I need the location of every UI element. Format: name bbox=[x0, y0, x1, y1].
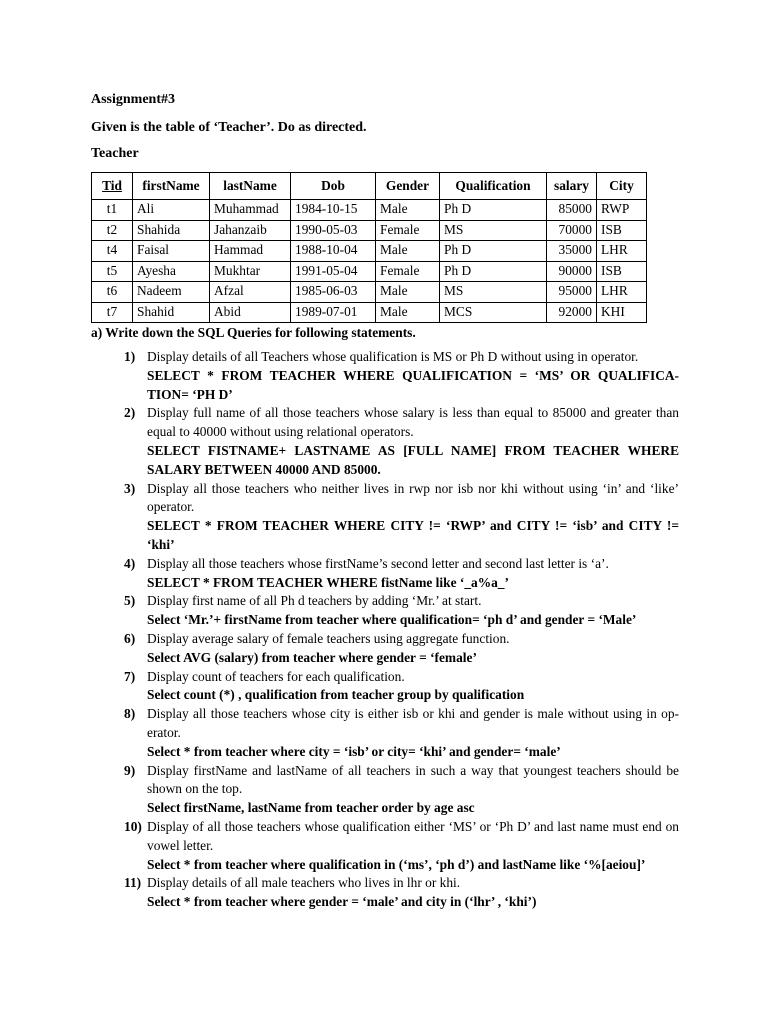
table-cell: Afzal bbox=[210, 282, 291, 303]
table-cell: Shahid bbox=[133, 302, 210, 323]
table-row bbox=[92, 282, 647, 303]
table-cell: Ayesha bbox=[133, 261, 210, 282]
question-item bbox=[124, 630, 679, 668]
table-cell: Ph D bbox=[440, 200, 547, 221]
sql-answer: Select AVG (salary) from teacher where gender = ‘female’ bbox=[147, 649, 477, 665]
table-cell: ISB bbox=[597, 220, 647, 241]
header-lastname: lastName bbox=[210, 173, 291, 200]
question-item bbox=[124, 705, 679, 761]
sql-answer: Select * from teacher where qualification in (‘ms’, ‘ph d’) and lastName like ‘%[aeiou]’ bbox=[147, 856, 646, 872]
question-number: 1) bbox=[124, 349, 136, 364]
table-cell: ISB bbox=[597, 261, 647, 282]
table-row bbox=[92, 241, 647, 262]
table-cell: 70000 bbox=[547, 220, 597, 241]
table-row bbox=[92, 302, 647, 323]
question-number: 7) bbox=[124, 668, 136, 684]
table-cell: t1 bbox=[92, 200, 133, 221]
table-cell: Female bbox=[376, 261, 440, 282]
table-cell: 92000 bbox=[547, 302, 597, 323]
question-number: 4) bbox=[124, 555, 136, 571]
section-heading: a) Write down the SQL Queries for following statements. bbox=[91, 325, 416, 340]
table-row bbox=[92, 261, 647, 282]
question-number: 3) bbox=[124, 480, 136, 496]
table-cell: 1985-06-03 bbox=[291, 282, 376, 303]
question-item bbox=[124, 404, 679, 479]
question-item bbox=[124, 874, 679, 912]
table-cell: MS bbox=[440, 220, 547, 241]
table-cell: 1988-10-04 bbox=[291, 241, 376, 262]
table-cell: Ph D bbox=[440, 261, 547, 282]
assignment-title: Assignment#3 bbox=[91, 92, 176, 107]
table-cell: t7 bbox=[92, 302, 133, 323]
question-item bbox=[124, 348, 679, 404]
table-cell: Nadeem bbox=[133, 282, 210, 303]
table-cell: LHR bbox=[597, 241, 647, 262]
question-number: 11) bbox=[124, 875, 142, 891]
header-qualification: Qualification bbox=[440, 173, 547, 200]
table-cell: Abid bbox=[210, 302, 291, 323]
instructions: Given is the table of ‘Teacher’. Do as directed. bbox=[91, 120, 367, 135]
table-cell: t4 bbox=[92, 241, 133, 262]
table-cell: Male bbox=[376, 200, 440, 221]
question-item bbox=[124, 480, 679, 555]
table-cell: RWP bbox=[597, 200, 647, 221]
table-cell: Faisal bbox=[133, 241, 210, 262]
table-cell: 1989-07-01 bbox=[291, 302, 376, 323]
table-cell: LHR bbox=[597, 282, 647, 303]
table-cell: Jahanzaib bbox=[210, 220, 291, 241]
header-gender: Gender bbox=[376, 173, 440, 200]
table-row bbox=[92, 220, 647, 241]
question-statement: Display all those teachers whose city is either isb or khi and gender is male without using in op-erator. bbox=[147, 706, 679, 740]
table-cell: 35000 bbox=[547, 241, 597, 262]
table-cell: t5 bbox=[92, 261, 133, 282]
question-list bbox=[124, 348, 679, 912]
table-cell: 1984-10-15 bbox=[291, 200, 376, 221]
table-cell: Male bbox=[376, 282, 440, 303]
sql-answer: SELECT FISTNAME+ LASTNAME AS [FULL NAME] FROM TEACHER WHERE SALARY BETWEEN 40000 AND 85000. bbox=[147, 442, 679, 477]
sql-answer: Select ‘Mr.’+ firstName from teacher where qualification= ‘ph d’ and gender = ‘Male’ bbox=[147, 612, 637, 628]
table-cell: Female bbox=[376, 220, 440, 241]
table-cell: 1991-05-04 bbox=[291, 261, 376, 282]
sql-answer: SELECT * FROM TEACHER WHERE QUALIFICATION = ‘MS’ OR QUALIFICA-TION= ‘PH D’ bbox=[147, 367, 679, 402]
question-statement: Display first name of all Ph d teachers by adding ‘Mr.’ at start. bbox=[147, 593, 482, 609]
question-number: 8) bbox=[124, 706, 136, 722]
question-item bbox=[124, 762, 679, 818]
sql-answer: SELECT * FROM TEACHER WHERE CITY != ‘RWP’ and CITY != ‘isb’ and CITY != ‘khi’ bbox=[147, 518, 679, 552]
question-statement: Display details of all Teachers whose qualification is MS or Ph D without using in operator. bbox=[147, 349, 639, 364]
table-cell: 90000 bbox=[547, 261, 597, 282]
question-number: 5) bbox=[124, 593, 136, 609]
question-item bbox=[124, 818, 679, 874]
table-cell: Male bbox=[376, 241, 440, 262]
question-statement: Display average salary of female teachers using aggregate function. bbox=[147, 630, 510, 646]
table-cell: MCS bbox=[440, 302, 547, 323]
table-cell: 95000 bbox=[547, 282, 597, 303]
question-item bbox=[124, 592, 679, 630]
table-cell: Male bbox=[376, 302, 440, 323]
header-salary: salary bbox=[547, 173, 597, 200]
question-number: 2) bbox=[124, 405, 136, 421]
table-caption: Teacher bbox=[91, 146, 139, 161]
table-cell: t6 bbox=[92, 282, 133, 303]
sql-answer: SELECT * FROM TEACHER WHERE fistName like ‘_a%a_’ bbox=[147, 574, 509, 590]
table-cell: 1990-05-03 bbox=[291, 220, 376, 241]
question-statement: Display count of teachers for each qualification. bbox=[147, 668, 405, 684]
question-item bbox=[124, 555, 679, 593]
question-statement: Display all those teachers whose firstName’s second letter and second last letter is ‘a’. bbox=[147, 555, 609, 571]
table-cell: t2 bbox=[92, 220, 133, 241]
question-statement: Display full name of all those teachers whose salary is less than equal to 85000 and greater than equal to 40000 without using relational operators. bbox=[147, 405, 679, 440]
teacher-table bbox=[91, 172, 647, 323]
table-cell: Shahida bbox=[133, 220, 210, 241]
sql-answer: Select firstName, lastName from teacher order by age asc bbox=[147, 800, 475, 816]
question-number: 6) bbox=[124, 630, 136, 646]
table-cell: Ph D bbox=[440, 241, 547, 262]
sql-answer: Select * from teacher where city = ‘isb’ or city= ‘khi’ and gender= ‘male’ bbox=[147, 743, 561, 759]
table-row bbox=[92, 200, 647, 221]
header-city: City bbox=[597, 173, 647, 200]
question-statement: Display details of all male teachers who lives in lhr or khi. bbox=[147, 875, 461, 891]
table-cell: 85000 bbox=[547, 200, 597, 221]
sql-answer: Select count (*) , qualification from teacher group by qualification bbox=[147, 687, 525, 703]
question-statement: Display firstName and lastName of all teachers in such a way that youngest teachers should be shown on the top. bbox=[147, 762, 679, 797]
table-cell: Hammad bbox=[210, 241, 291, 262]
table-cell: MS bbox=[440, 282, 547, 303]
question-statement: Display of all those teachers whose qualification either ‘MS’ or ‘Ph D’ and last name must end on vowel letter. bbox=[147, 818, 679, 853]
table-cell: Mukhtar bbox=[210, 261, 291, 282]
table-cell: Ali bbox=[133, 200, 210, 221]
header-tid: Tid bbox=[92, 173, 133, 200]
table-cell: KHI bbox=[597, 302, 647, 323]
question-number: 9) bbox=[124, 762, 136, 778]
header-firstname: firstName bbox=[133, 173, 210, 200]
sql-answer: Select * from teacher where gender = ‘male’ and city in (‘lhr’ , ‘khi’) bbox=[147, 894, 537, 910]
table-cell: Muhammad bbox=[210, 200, 291, 221]
header-dob: Dob bbox=[291, 173, 376, 200]
question-statement: Display all those teachers who neither lives in rwp nor isb nor khi without using ‘in’ and ‘like’ operator. bbox=[147, 480, 679, 515]
table-header-row bbox=[92, 173, 647, 200]
question-number: 10) bbox=[124, 818, 142, 834]
question-item bbox=[124, 668, 679, 706]
